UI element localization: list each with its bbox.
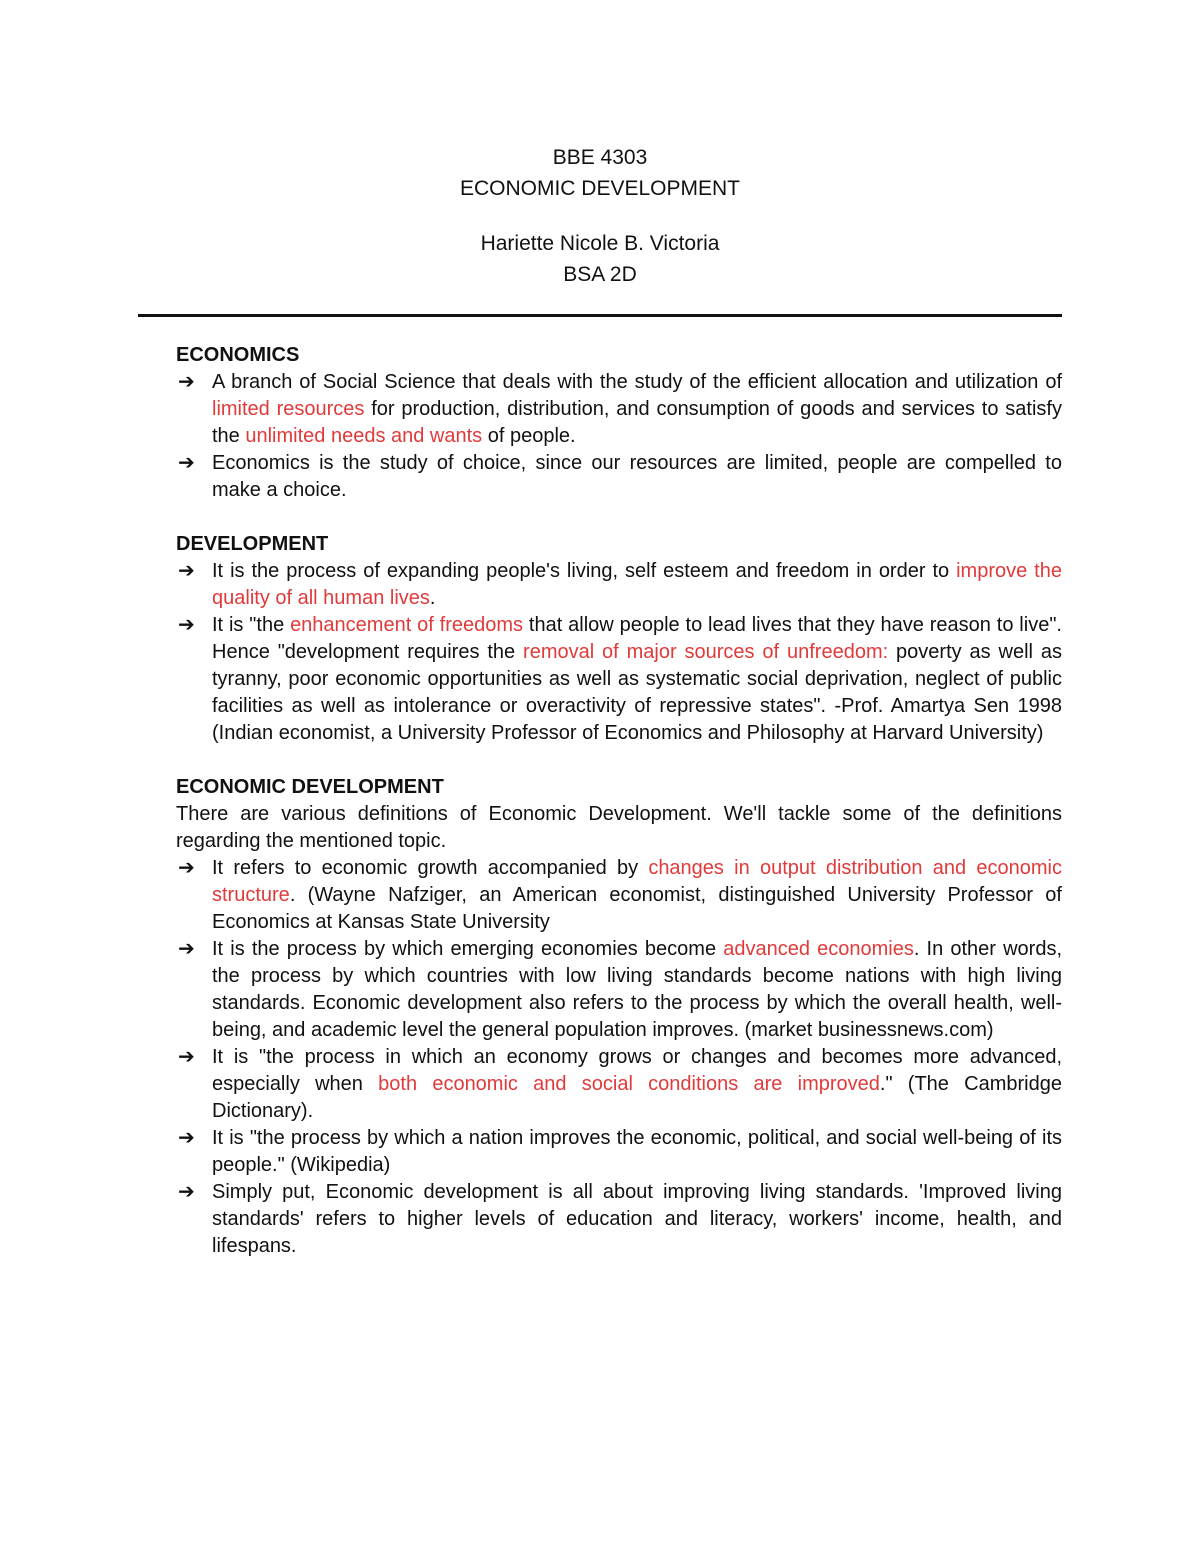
bullet-text: Economics is the study of choice, since our resources are limited, people are compelled to make a choice. [212, 452, 1062, 501]
bullet-text: that allow people to lead lives that they have reason to live". Hence "development requires the [212, 614, 1062, 663]
bullet-text: It is "the process by which a nation improves the economic, political, and social well-being of its people." (Wikipedia) [212, 1127, 1062, 1176]
list-item [176, 1125, 1062, 1179]
section-title-economics: ECONOMICS [176, 344, 300, 366]
section-economic-development [176, 774, 1062, 1260]
bullet-text: for production, distribution, and consumption of goods and services to satisfy the [212, 398, 1062, 447]
bullet-list-economics [176, 369, 1062, 504]
bullet-list-economic-development [176, 855, 1062, 1260]
bullet-text: It is "the process in which an economy grows or changes and becomes more advanced, especially when [212, 1046, 1062, 1095]
section-development [176, 531, 1062, 747]
bullet-text: ." (The Cambridge Dictionary). [212, 1073, 1062, 1122]
bullet-text: poverty as well as tyranny, poor economic opportunities as well as systematic social deprivation, neglect of public facilities as well as intolerance or overactivity of repressive states". -Prof. Amartya Sen 1998 (Indian economist, a University Professor of Economics and Philosophy at Harvard University) [212, 641, 1062, 744]
arrow-right-icon: ➔ [178, 560, 195, 582]
bullet-text: It is "the [212, 614, 291, 636]
bullet-list-development [176, 558, 1062, 747]
highlight-text: unlimited needs and wants [245, 425, 483, 447]
section-title-development: DEVELOPMENT [176, 533, 329, 555]
bullet-text: Simply put, Economic development is all about improving living standards. 'Improved living standards' refers to higher levels of education and literacy, workers' income, health, and lifespans. [212, 1181, 1062, 1257]
list-item [176, 936, 1062, 1044]
bullet-text: It refers to economic growth accompanied by [212, 857, 649, 879]
course-title: ECONOMIC DEVELOPMENT [459, 177, 741, 200]
section-intro: There are various definitions of Economic Development. We'll tackle some of the definitions regarding the mentioned topic. [176, 803, 1062, 852]
highlight-text: enhancement of freedoms [290, 614, 524, 636]
student-name: Hariette Nicole B. Victoria [480, 232, 720, 255]
section-title-economic-development: ECONOMIC DEVELOPMENT [176, 776, 444, 798]
list-item [176, 450, 1062, 504]
bullet-text: It is the process of expanding people's living, self esteem and freedom in order to [212, 560, 957, 582]
bullet-text: of people. [482, 425, 576, 447]
list-item [176, 1179, 1062, 1260]
bullet-text: . In other words, the process by which countries with low living standards become nations with high living standards. Economic development also refers to the process by which the overall health, well-being, and academic level the general population improves. (market businessnews.com) [212, 938, 1062, 1041]
arrow-right-icon: ➔ [178, 614, 195, 636]
arrow-right-icon: ➔ [178, 371, 195, 393]
course-code: BBE 4303 [552, 146, 648, 169]
header-spacer [0, 204, 1200, 228]
list-item [176, 369, 1062, 450]
highlight-text: improve the quality of all human lives [212, 560, 1062, 609]
bullet-text: A branch of Social Science that deals with the study of the efficient allocation and utilization of [212, 371, 1062, 393]
document-header [0, 142, 1200, 290]
list-item [176, 855, 1062, 936]
arrow-right-icon: ➔ [178, 1046, 195, 1068]
header-divider [138, 314, 1062, 317]
arrow-right-icon: ➔ [178, 938, 195, 960]
highlight-text: advanced economies [723, 938, 914, 960]
bullet-text: . (Wayne Nafziger, an American economist, distinguished University Professor of Economics at Kansas State University [212, 884, 1062, 933]
bullet-text: . [429, 587, 436, 609]
highlight-text: both economic and social conditions are improved [378, 1073, 880, 1095]
arrow-right-icon: ➔ [178, 857, 195, 879]
arrow-right-icon: ➔ [178, 452, 195, 474]
list-item [176, 558, 1062, 612]
list-item [176, 1044, 1062, 1125]
student-section: BSA 2D [563, 263, 637, 286]
bullet-text: It is the process by which emerging economies become [212, 938, 724, 960]
highlight-text: changes in output distribution and economic structure [212, 857, 1062, 906]
arrow-right-icon: ➔ [178, 1181, 195, 1203]
arrow-right-icon: ➔ [178, 1127, 195, 1149]
section-economics [176, 342, 1062, 504]
highlight-text: removal of major sources of unfreedom: [523, 641, 889, 663]
document-body [176, 342, 1062, 1287]
list-item [176, 612, 1062, 747]
highlight-text: limited resources [212, 398, 365, 420]
